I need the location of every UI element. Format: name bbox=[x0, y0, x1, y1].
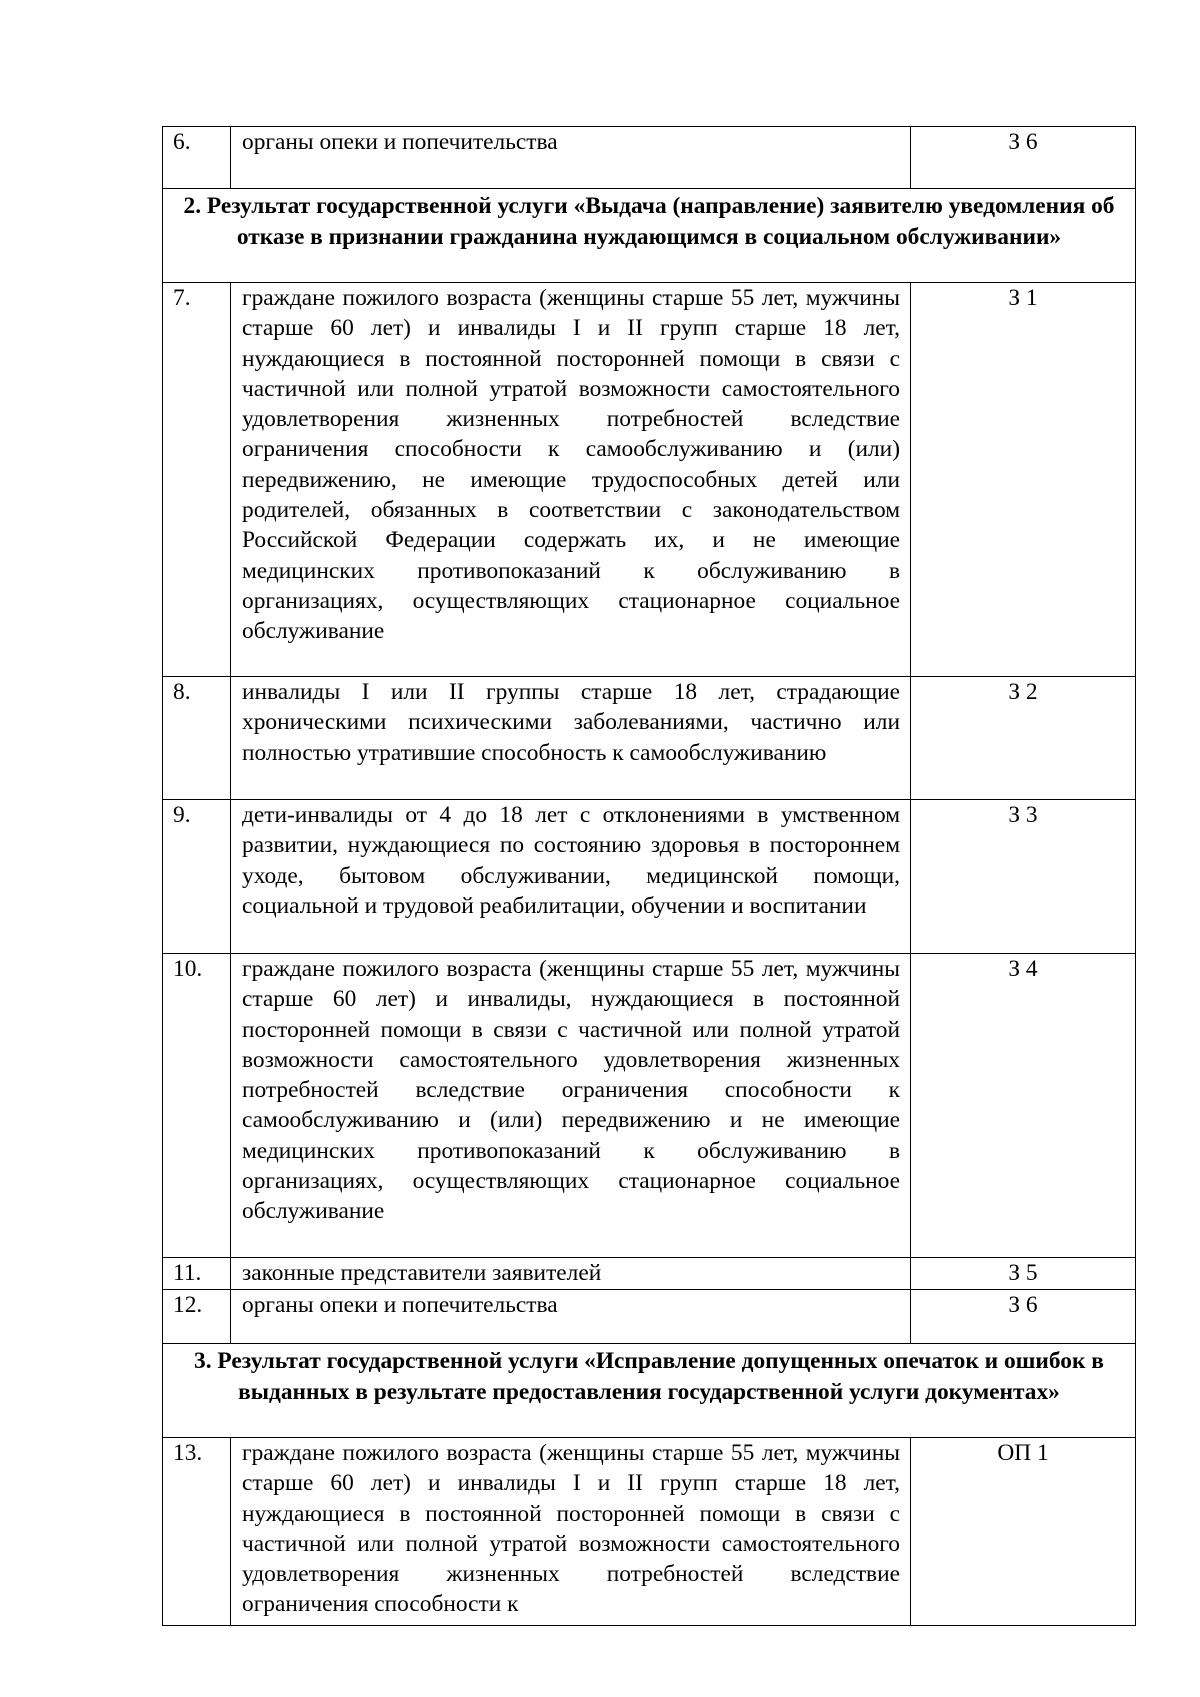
table-row bbox=[163, 1290, 1136, 1344]
section-row bbox=[163, 1344, 1136, 1438]
table-row bbox=[163, 1438, 1136, 1626]
row-number: 8. bbox=[163, 677, 231, 800]
table-row bbox=[163, 1258, 1136, 1290]
row-number: 10. bbox=[163, 954, 231, 1258]
applicant-code: З 3 bbox=[911, 800, 1136, 954]
applicant-code: З 4 bbox=[911, 954, 1136, 1258]
applicants-table bbox=[162, 126, 1136, 1626]
row-number: 6. bbox=[163, 127, 231, 189]
table-row bbox=[163, 283, 1136, 677]
applicant-description: граждане пожилого возраста (женщины старше 55 лет, мужчины старше 60 лет) и инвалиды I и II групп старше 18 лет, нуждающиеся в постоянной посторонней помощи в связи с частичной или полной утратой возможности самостоятельного удовлетворения жизненных потребностей вследствие ограничения способности к bbox=[231, 1438, 911, 1626]
applicant-code: ОП 1 bbox=[911, 1438, 1136, 1626]
row-number: 9. bbox=[163, 800, 231, 954]
applicant-code: З 6 bbox=[911, 1290, 1136, 1344]
applicant-description: органы опеки и попечительства bbox=[231, 127, 911, 189]
table-row bbox=[163, 127, 1136, 189]
row-number: 13. bbox=[163, 1438, 231, 1626]
section-title: 2. Результат государственной услуги «Выдача (направление) заявителю уведомления об отказе в признании гражданина нуждающимся в социальном обслуживании» bbox=[163, 189, 1136, 283]
applicant-code: З 6 bbox=[911, 127, 1136, 189]
applicant-description: дети-инвалиды от 4 до 18 лет с отклонениями в умственном развитии, нуждающиеся по состоянию здоровья в постороннем уходе, бытовом обслуживании, медицинской помощи, социальной и трудовой реабилитации, обучении и воспитании bbox=[231, 800, 911, 954]
row-number: 12. bbox=[163, 1290, 231, 1344]
applicant-description: граждане пожилого возраста (женщины старше 55 лет, мужчины старше 60 лет) и инвалиды, нуждающиеся в постоянной посторонней помощи в связи с частичной или полной утратой возможности самостоятельного удовлетворения жизненных потребностей вследствие ограничения способности к самообслуживанию и (или) передвижению и не имеющие медицинских противопоказаний к обслуживанию в организациях, осуществляющих стационарное социальное обслуживание bbox=[231, 954, 911, 1258]
table-row bbox=[163, 677, 1136, 800]
table-row bbox=[163, 954, 1136, 1258]
applicant-description: законные представители заявителей bbox=[231, 1258, 911, 1290]
applicant-code: З 5 bbox=[911, 1258, 1136, 1290]
row-number: 11. bbox=[163, 1258, 231, 1290]
applicant-code: З 1 bbox=[911, 283, 1136, 677]
applicant-description: инвалиды I или II группы старше 18 лет, страдающие хроническими психическими заболеваниями, частично или полностью утратившие способность к самообслуживанию bbox=[231, 677, 911, 800]
applicant-description: органы опеки и попечительства bbox=[231, 1290, 911, 1344]
section-title: 3. Результат государственной услуги «Исправление допущенных опечаток и ошибок в выданных в результате предоставления государственной услуги документах» bbox=[163, 1344, 1136, 1438]
row-number: 7. bbox=[163, 283, 231, 677]
section-row bbox=[163, 189, 1136, 283]
applicant-code: З 2 bbox=[911, 677, 1136, 800]
applicant-description: граждане пожилого возраста (женщины старше 55 лет, мужчины старше 60 лет) и инвалиды I и II групп старше 18 лет, нуждающиеся в постоянной посторонней помощи в связи с частичной или полной утратой возможности самостоятельного удовлетворения жизненных потребностей вследствие ограничения способности к самообслуживанию и (или) передвижению, не имеющие трудоспособных детей или родителей, обязанных в соответствии с законодательством Российской Федерации содержать их, и не имеющие медицинских противопоказаний к обслуживанию в организациях, осуществляющих стационарное социальное обслуживание bbox=[231, 283, 911, 677]
table-row bbox=[163, 800, 1136, 954]
